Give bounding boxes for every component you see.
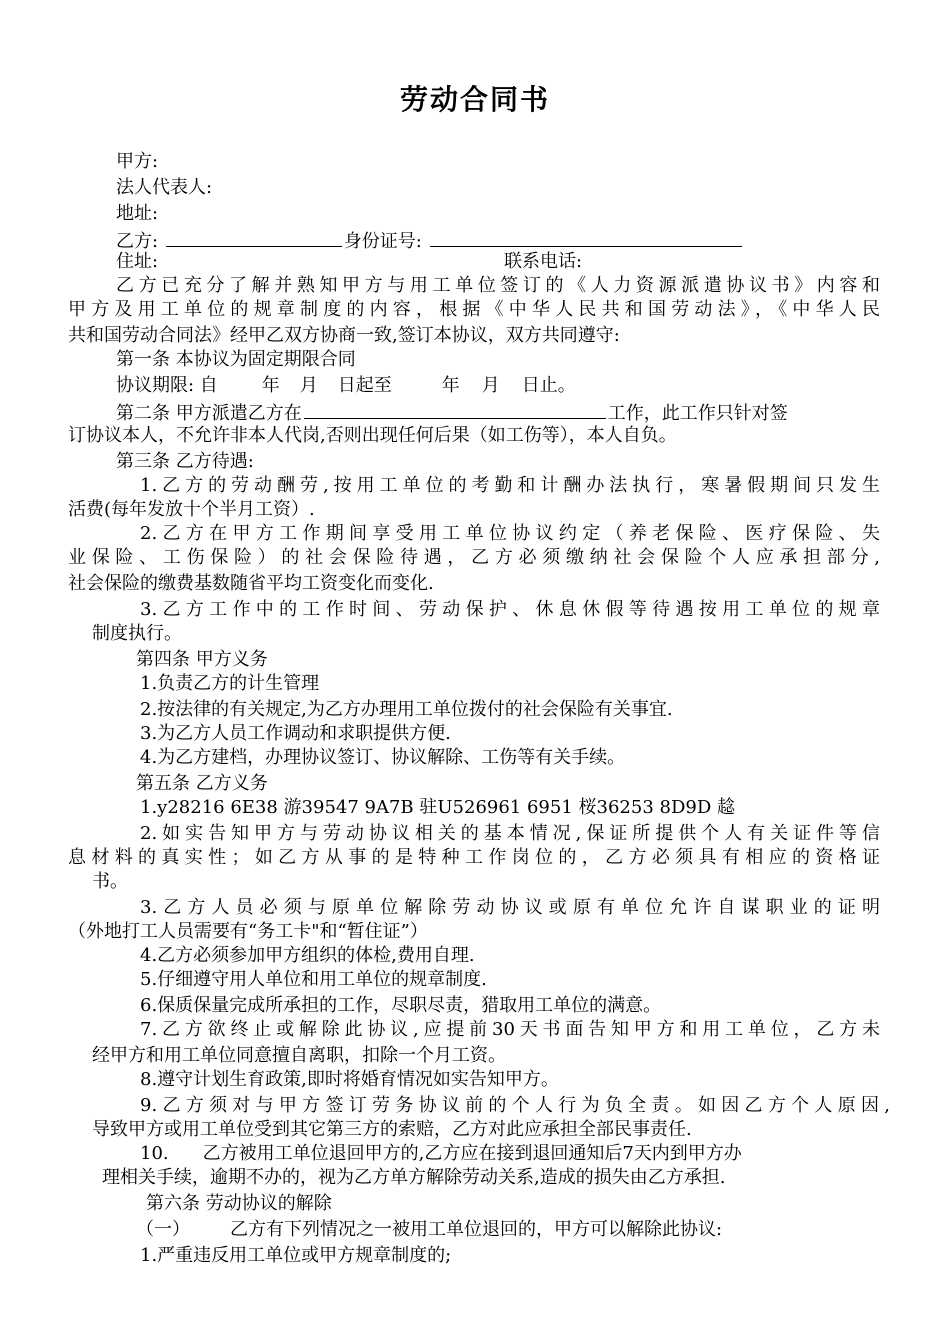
article-1-heading: 第一条 本协议为固定期限合同	[116, 349, 356, 370]
address-label: 地址:	[116, 203, 159, 224]
article-5-item-8: 8.遵守计划生育政策,即时将婚育情况如实告知甲方。	[140, 1069, 559, 1090]
article-5-item-2-line-1: 2.如实告知甲方与劳动协议相关的基本情况,保证所提供个人有关证件等信	[140, 823, 880, 844]
id-number-blank[interactable]	[430, 228, 742, 247]
term-until: 日止。	[521, 375, 576, 396]
preamble-line-2: 甲方及用工单位的规章制度的内容，根据《中华人民共和国劳动法》，《中华人民	[68, 299, 880, 320]
article-3-item-1-line-2: 活费(每年发放十个半月工资）.	[68, 499, 315, 520]
preamble-line-3: 共和国劳动合同法》经甲乙双方协商一致,签订本协议，双方共同遵守:	[68, 325, 620, 346]
article-5-item-10-line-2: 理相关手续，逾期不办的，视为乙方单方解除劳动关系,造成的损失由乙方承担.	[102, 1167, 726, 1188]
article-3-item-2-line-2: 业保险、工伤保险）的社会保险待遇，乙方必须缴纳社会保险个人应承担部分,	[68, 547, 880, 568]
article-4-item-3: 3.为乙方人员工作调动和求职提供方便.	[140, 723, 451, 744]
article-5-item-9-line-1: 9.乙方须对与甲方签订劳务协议前的个人行为负全责。如因乙方个人原因,	[140, 1095, 890, 1116]
phone-label: 联系电话:	[504, 251, 583, 272]
article-6-sub-1	[136, 1218, 722, 1242]
article-5-item-2-line-2: 息材料的真实性；如乙方从事的是特种工作岗位的，乙方必须具有相应的资格证	[68, 847, 880, 868]
article-4-item-1: 1.负责乙方的计生管理	[140, 673, 320, 694]
term-label: 协议期限: 自	[116, 375, 218, 396]
term-month-2: 月	[481, 375, 500, 396]
article-4-item-2: 2.按法律的有关规定,为乙方办理用工单位拨付的社会保险有关事宜.	[140, 699, 673, 720]
party-b-blank[interactable]	[166, 228, 342, 247]
article-5-item-4: 4.乙方必须参加甲方组织的体检,费用自理.	[140, 945, 475, 966]
article-4-heading: 第四条 甲方义务	[136, 649, 268, 670]
work-location-blank[interactable]	[304, 400, 606, 419]
article-5-item-10-text: 乙方被用工单位退回甲方的,乙方应在接到退回通知后7天内到甲方办	[202, 1143, 742, 1164]
article-2-suffix: 工作，此工作只针对签	[607, 403, 788, 424]
article-5-item-7-line-1: 7.乙方欲终止或解除此协议,应提前30天书面告知甲方和用工单位，乙方未	[140, 1019, 880, 1040]
article-6-heading: 第六条 劳动协议的解除	[146, 1193, 332, 1214]
article-5-item-5: 5.仔细遵守用人单位和用工单位的规章制度.	[140, 969, 487, 990]
article-5-heading: 第五条 乙方义务	[136, 773, 268, 794]
article-5-item-2-line-3: 书。	[92, 871, 128, 892]
article-5-item-7-line-2: 经甲方和用工单位同意擅自离职，扣除一个月工资。	[92, 1045, 506, 1066]
term-month-1: 月	[299, 375, 318, 396]
article-1-term	[116, 374, 576, 398]
party-b-label: 乙方:	[116, 231, 159, 252]
article-6-sub-1-number: （一）	[136, 1219, 190, 1240]
residence-label: 住址:	[116, 251, 159, 272]
article-6-item-1: 1.严重违反用工单位或甲方规章制度的;	[140, 1245, 452, 1266]
article-3-item-2-line-1: 2.乙方在甲方工作期间享受用工单位协议约定（养老保险、医疗保险、失	[140, 523, 880, 544]
term-from: 日起至	[337, 375, 392, 396]
id-number-label: 身份证号:	[343, 231, 422, 252]
article-5-item-9-line-2: 导致甲方或用工单位受到其它第三方的索赔，乙方对此应承担全部民事责任.	[92, 1119, 692, 1140]
article-3-item-3-line-1: 3.乙方工作中的工作时间、劳动保护、休息休假等待遇按用工单位的规章	[140, 599, 880, 620]
article-5-item-10-number: 10.	[140, 1143, 169, 1164]
document-title: 劳动合同书	[399, 83, 550, 116]
party-b-row	[116, 228, 744, 252]
term-year-2: 年	[441, 375, 460, 396]
article-6-sub-1-text: 乙方有下列情况之一被用工单位退回的，甲方可以解除此协议:	[230, 1219, 723, 1240]
party-a-label: 甲方:	[116, 151, 159, 172]
article-5-item-10-line-1	[140, 1142, 742, 1166]
article-5-item-3-line-1: 3.乙方人员必须与原单位解除劳动协议或原有单位允许自谋职业的证明	[140, 897, 880, 918]
article-2-prefix: 第二条 甲方派遣乙方在	[116, 403, 302, 424]
preamble-line-1: 乙方已充分了解并熟知甲方与用工单位签订的《人力资源派遣协议书》内容和	[116, 275, 880, 296]
article-3-item-3-line-2: 制度执行。	[92, 623, 182, 644]
article-4-item-4: 4.为乙方建档，办理协议签订、协议解除、工伤等有关手续。	[140, 747, 626, 768]
term-year-1: 年	[261, 375, 280, 396]
article-5-item-6: 6.保质保量完成所承担的工作，尽职尽责，猎取用工单位的满意。	[140, 995, 662, 1016]
article-3-heading: 第三条 乙方待遇:	[116, 451, 254, 472]
legal-rep-label: 法人代表人:	[116, 177, 213, 198]
article-5-item-1: 1.y28216 6E38 游39547 9A7B 驻U526961 6951 桜36253 8D9D 趝	[140, 797, 735, 818]
article-5-item-3-line-2: （外地打工人员需要有“务工卡"和“暂住证”）	[68, 921, 428, 942]
article-3-item-2-line-3: 社会保险的缴费基数随省平均工资变化而变化.	[68, 573, 434, 594]
article-2-line-2: 订协议本人，不允许非本人代岗,否则出现任何后果（如工伤等），本人自负。	[68, 425, 677, 446]
article-3-item-1-line-1: 1.乙方的劳动酬劳,按用工单位的考勤和计酬办法执行，寒暑假期间只发生	[140, 475, 880, 496]
article-2-line-1	[116, 400, 788, 424]
